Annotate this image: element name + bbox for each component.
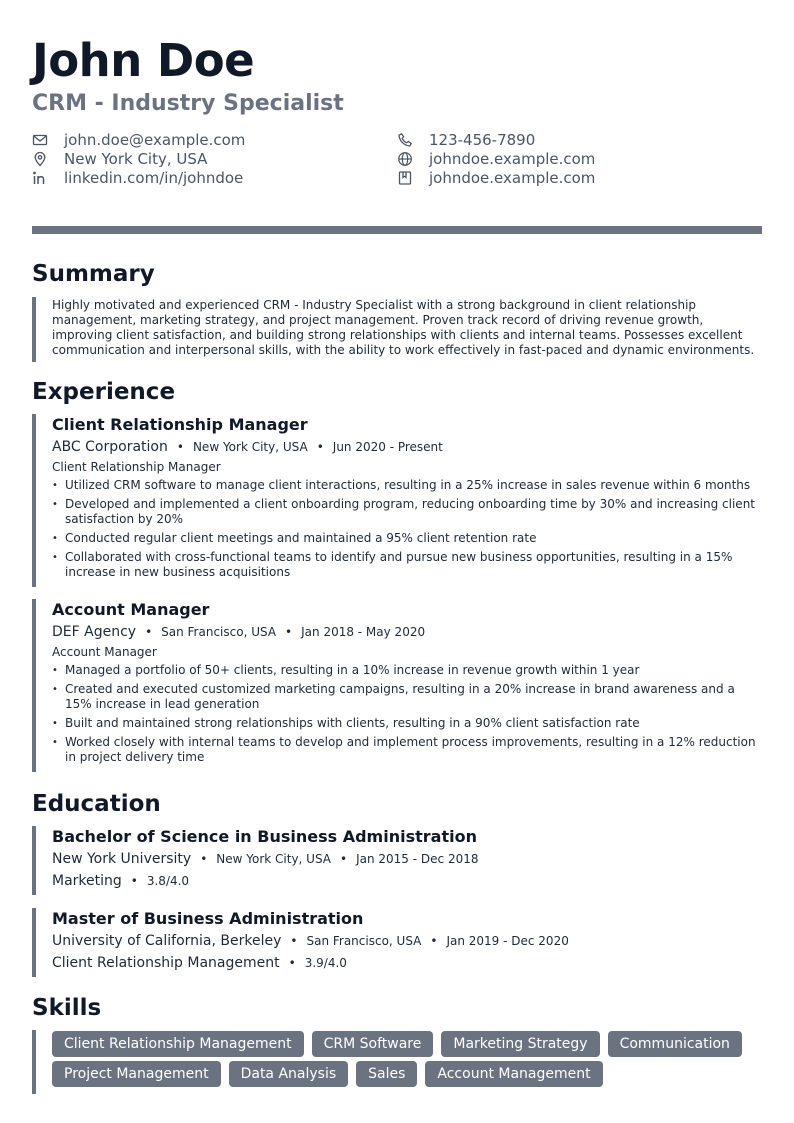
skills-heading: Skills (32, 995, 102, 1021)
separator-dot: • (200, 852, 208, 866)
contact-linkedin[interactable] (32, 168, 397, 187)
skills-list (32, 1030, 762, 1094)
website-text: johndoe.example.com (429, 149, 596, 168)
field-of-study: Client Relationship Management (52, 955, 280, 971)
job-company: DEF Agency (52, 624, 137, 640)
linkedin-text: linkedin.com/in/johndoe (64, 168, 244, 187)
education-dates: Jan 2015 - Dec 2018 (356, 852, 479, 866)
portfolio-text: johndoe.example.com (429, 168, 596, 187)
school-name: University of California, Berkeley (52, 933, 282, 949)
candidate-name: John Doe (32, 34, 255, 87)
job-meta (52, 623, 762, 642)
education-section (32, 793, 762, 977)
skill-chip: Data Analysis (229, 1061, 349, 1087)
achievement-item: • Utilized CRM software to manage client interactions, resulting in a 25% increase in sales revenue within 6 months (52, 478, 762, 493)
skill-chip: Marketing Strategy (441, 1031, 599, 1057)
summary-section (32, 263, 762, 362)
phone-text: 123-456-7890 (429, 130, 536, 149)
email-text: john.doe@example.com (64, 130, 246, 149)
location-text: New York City, USA (64, 149, 208, 168)
experience-heading: Experience (32, 379, 176, 405)
candidate-role: CRM - Industry Specialist (32, 91, 344, 116)
job-location: New York City, USA (192, 440, 308, 454)
contact-website[interactable] (397, 149, 762, 168)
degree-title: Bachelor of Science in Business Administration (52, 827, 477, 846)
job-title: Client Relationship Manager (52, 415, 308, 434)
phone-icon (397, 132, 413, 148)
gpa: 3.9/4.0 (304, 956, 347, 970)
job-entry (32, 414, 762, 587)
contact-email[interactable] (32, 130, 397, 149)
contact-column-right (397, 130, 762, 187)
school-name: New York University (52, 851, 192, 867)
linkedin-icon (32, 170, 48, 186)
contact-column-left (32, 130, 397, 187)
job-dates: Jan 2018 - May 2020 (301, 625, 426, 639)
skill-chip: Client Relationship Management (52, 1031, 304, 1057)
bookmark-icon (397, 170, 413, 186)
job-subrole: Client Relationship Manager (52, 460, 221, 474)
separator-dot: • (145, 625, 153, 639)
education-heading: Education (32, 791, 161, 817)
achievement-item: • Created and executed customized marketing campaigns, resulting in a 20% increase in brand awareness and a 15% increase in lead generation (52, 682, 762, 712)
gpa: 3.8/4.0 (146, 874, 190, 888)
contact-info (32, 130, 762, 187)
skill-chip: Sales (356, 1061, 417, 1087)
contact-portfolio[interactable] (397, 168, 762, 187)
degree-title: Master of Business Administration (52, 909, 364, 928)
achievement-item: • Built and maintained strong relationships with clients, resulting in a 90% client satisfaction rate (52, 716, 762, 731)
separator-dot: • (316, 440, 324, 454)
separator-dot: • (130, 874, 138, 888)
header-divider (32, 226, 762, 234)
education-entry (32, 908, 762, 977)
job-meta (52, 438, 762, 457)
summary-heading: Summary (32, 261, 155, 287)
education-entry (32, 826, 762, 895)
globe-icon (397, 151, 413, 167)
mail-icon (32, 132, 48, 148)
school-location: San Francisco, USA (306, 934, 422, 948)
achievement-item: • Managed a portfolio of 50+ clients, resulting in a 10% increase in revenue growth within 1 year (52, 663, 762, 678)
contact-location (32, 149, 397, 168)
skill-chip: Communication (608, 1031, 742, 1057)
contact-phone[interactable] (397, 130, 762, 149)
skill-chip: CRM Software (312, 1031, 434, 1057)
education-meta (52, 932, 762, 951)
location-pin-icon (32, 151, 48, 167)
achievement-item: • Conducted regular client meetings and maintained a 95% client retention rate (52, 531, 762, 546)
achievement-item: • Worked closely with internal teams to develop and implement process improvements, resulting in a 12% reduction in project delivery time (52, 735, 762, 765)
education-dates: Jan 2019 - Dec 2020 (446, 934, 569, 948)
job-achievements (52, 663, 762, 765)
job-achievements (52, 478, 762, 580)
skills-section (32, 997, 762, 1094)
summary-text: Highly motivated and experienced CRM - Industry Specialist with a strong background in client relationship management, marketing strategy, and project management. Proven track record of driving revenue growth, improving client satisfaction, and building strong relationships with clients and internal teams. Possesses excellent communication and interpersonal skills, with the ability to work effectively in fast-paced and dynamic environments. (32, 297, 762, 362)
job-entry (32, 599, 762, 772)
separator-dot: • (176, 440, 184, 454)
education-field-meta (52, 872, 762, 891)
field-of-study: Marketing (52, 873, 122, 889)
job-location: San Francisco, USA (161, 625, 277, 639)
separator-dot: • (430, 934, 438, 948)
achievement-item: • Developed and implemented a client onboarding program, reducing onboarding time by 30% and increasing client satisfaction by 20% (52, 497, 762, 527)
job-title: Account Manager (52, 600, 210, 619)
job-subrole: Account Manager (52, 645, 157, 659)
separator-dot: • (340, 852, 348, 866)
job-company: ABC Corporation (52, 439, 168, 455)
separator-dot: • (288, 956, 296, 970)
skill-chip: Project Management (52, 1061, 221, 1087)
experience-section (32, 381, 762, 772)
achievement-item: • Collaborated with cross-functional teams to identify and pursue new business opportunities, resulting in a 15% increase in new business acquisitions (52, 550, 762, 580)
education-field-meta (52, 954, 762, 973)
skill-chip: Account Management (425, 1061, 602, 1087)
education-meta (52, 850, 762, 869)
skill-chips (52, 1031, 772, 1091)
job-dates: Jun 2020 - Present (332, 440, 443, 454)
school-location: New York City, USA (216, 852, 332, 866)
separator-dot: • (290, 934, 298, 948)
separator-dot: • (285, 625, 293, 639)
